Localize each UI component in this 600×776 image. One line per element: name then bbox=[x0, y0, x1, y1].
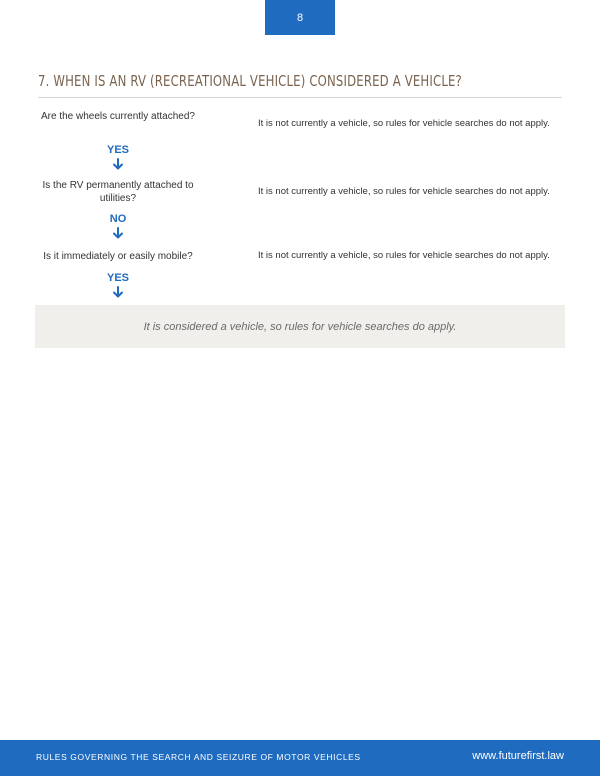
arrow-down-icon bbox=[112, 286, 124, 298]
arrow-down-icon bbox=[112, 227, 124, 239]
footer-url-link[interactable]: www.futurefirst.law bbox=[472, 750, 564, 762]
question-3: Is it immediately or easily mobile? bbox=[43, 251, 193, 262]
footer-bar bbox=[0, 740, 600, 776]
arrow-down-icon bbox=[112, 158, 124, 170]
question-2: Is the RV permanently attached to utilities? bbox=[42, 180, 194, 204]
outcome-2: It is not currently a vehicle, so rules for vehicle searches do not apply. bbox=[258, 186, 550, 197]
page-number-tab bbox=[265, 0, 335, 35]
answer-3-block bbox=[78, 271, 158, 298]
answer-3-label: YES bbox=[106, 272, 129, 284]
section-title: 7. WHEN IS AN RV (RECREATIONAL VEHICLE) CONSIDERED A VEHICLE? bbox=[38, 72, 462, 90]
outcome-3: It is not currently a vehicle, so rules for vehicle searches do not apply. bbox=[258, 250, 550, 261]
conclusion-box bbox=[35, 305, 565, 348]
outcome-1: It is not currently a vehicle, so rules for vehicle searches do not apply. bbox=[258, 118, 550, 129]
answer-1-label: YES bbox=[106, 144, 129, 156]
answer-2-label: NO bbox=[109, 213, 127, 225]
page-number: 8 bbox=[296, 11, 304, 24]
title-divider bbox=[38, 97, 562, 98]
answer-1-block bbox=[78, 143, 158, 170]
answer-2-block bbox=[78, 212, 158, 239]
conclusion-text: It is considered a vehicle, so rules for vehicle searches do apply. bbox=[143, 320, 457, 333]
question-1: Are the wheels currently attached? bbox=[41, 111, 195, 122]
footer-title: RULES GOVERNING THE SEARCH AND SEIZURE OF MOTOR VEHICLES bbox=[36, 752, 361, 762]
